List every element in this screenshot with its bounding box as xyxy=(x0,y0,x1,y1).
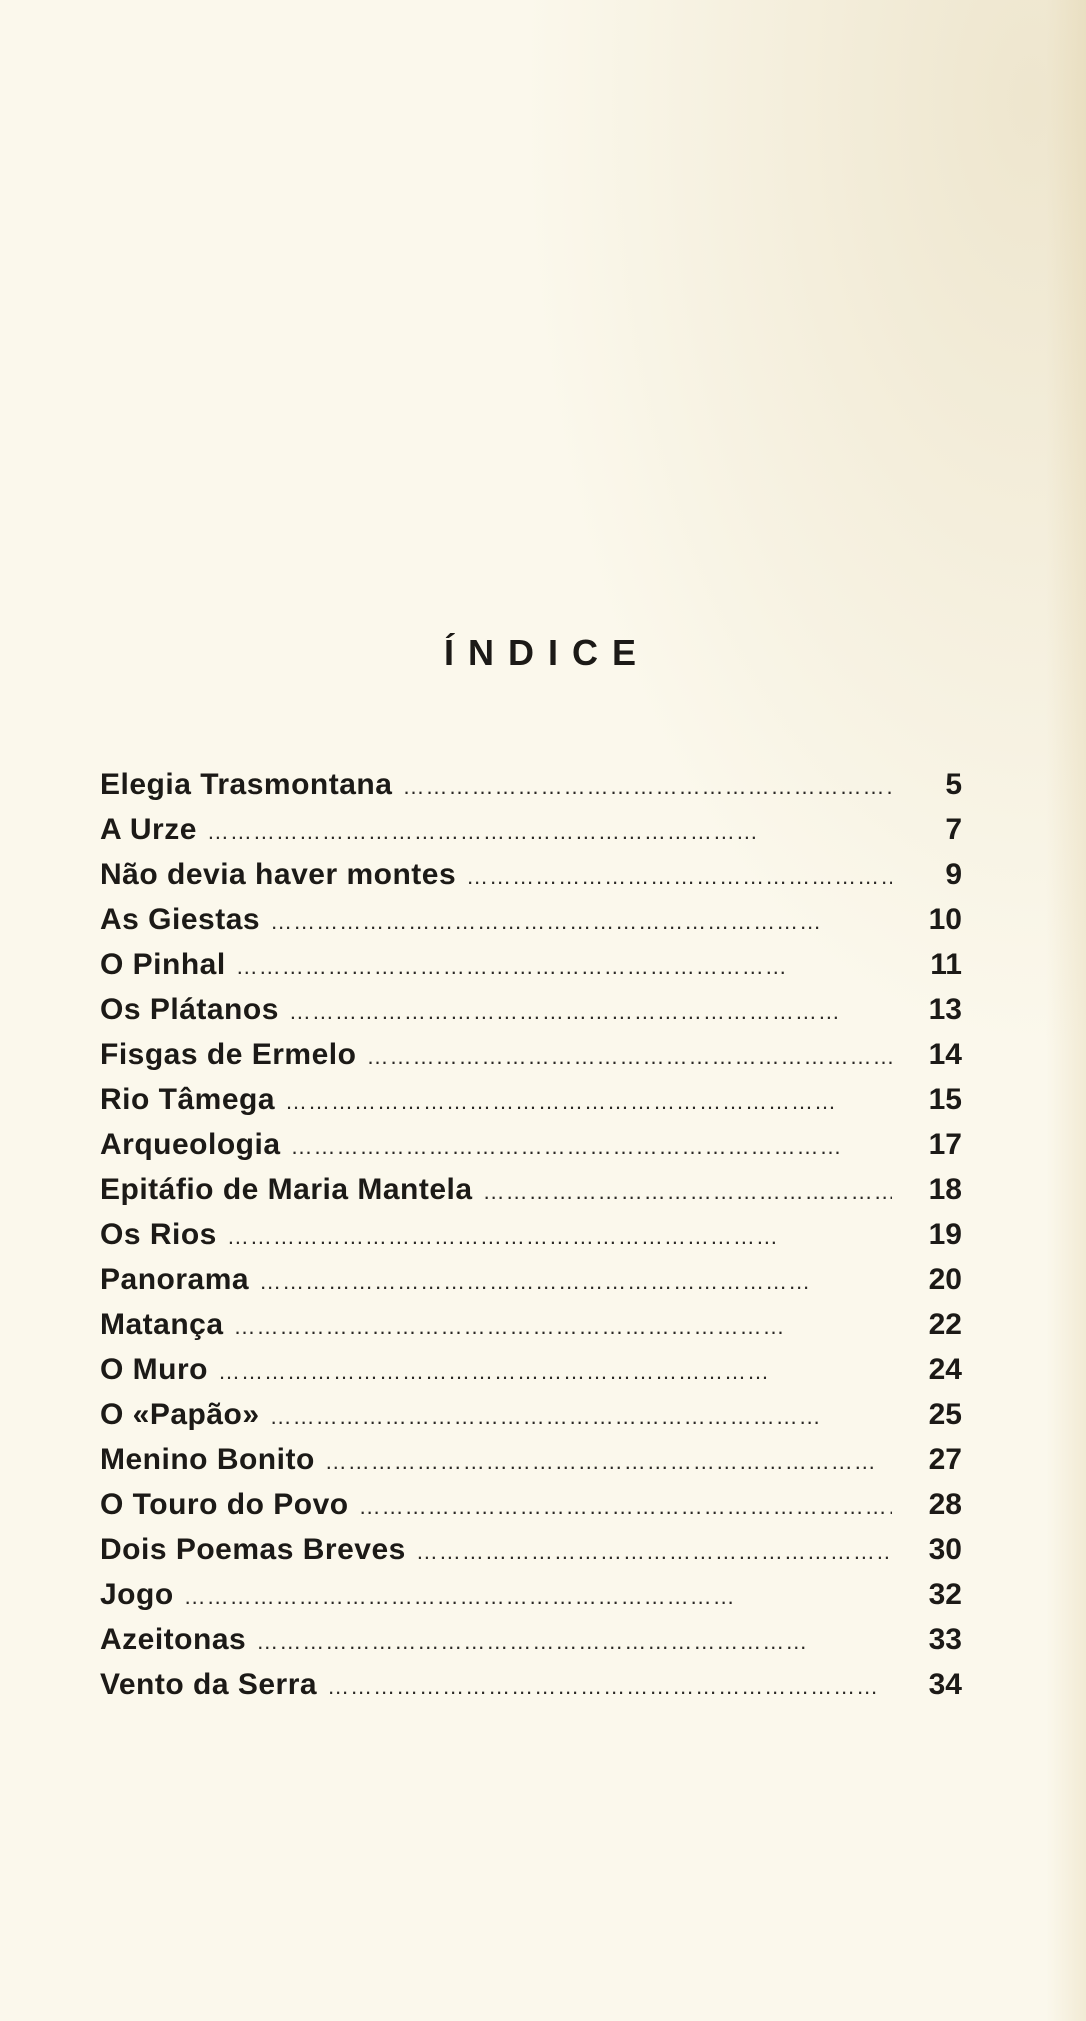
entry-title: O Pinhal xyxy=(100,948,226,981)
entry-title: Elegia Trasmontana xyxy=(100,768,393,801)
entry-page-number: 5 xyxy=(945,768,962,801)
dot-leader xyxy=(325,1439,892,1484)
toc-entry xyxy=(100,1437,962,1482)
toc-entry xyxy=(100,1032,962,1077)
toc-entry xyxy=(100,1077,962,1122)
entry-page-number: 24 xyxy=(928,1353,962,1386)
toc-entry xyxy=(100,897,962,942)
entry-title: Dois Poemas Breves xyxy=(100,1533,406,1566)
entry-page-number: 30 xyxy=(928,1533,962,1566)
entry-title: O Muro xyxy=(100,1353,208,1386)
dot-leader xyxy=(207,809,892,854)
entry-title: Panorama xyxy=(100,1263,250,1296)
entry-page-number: 33 xyxy=(928,1623,962,1656)
toc-entry xyxy=(100,1212,962,1257)
entry-title: Matança xyxy=(100,1308,224,1341)
dot-leader xyxy=(184,1574,892,1619)
entry-page-number: 28 xyxy=(928,1488,962,1521)
entry-page-number: 25 xyxy=(928,1398,962,1431)
entry-page-number: 13 xyxy=(928,993,962,1026)
dot-leader xyxy=(256,1619,892,1664)
toc-entry xyxy=(100,1302,962,1347)
entry-title: Azeitonas xyxy=(100,1623,247,1656)
entry-title: Arqueologia xyxy=(100,1128,281,1161)
dot-leader xyxy=(327,1664,892,1709)
entry-title: O «Papão» xyxy=(100,1398,260,1431)
entry-title: O Touro do Povo xyxy=(100,1488,349,1521)
entry-title: As Giestas xyxy=(100,903,261,936)
dot-leader xyxy=(259,1259,892,1304)
entry-title: Epitáfio de Maria Mantela xyxy=(100,1173,473,1206)
dot-leader xyxy=(402,764,892,809)
dot-leader xyxy=(227,1214,892,1259)
dot-leader xyxy=(466,854,892,899)
dot-leader xyxy=(236,944,892,989)
entry-title: A Urze xyxy=(100,813,197,846)
entry-title: Rio Tâmega xyxy=(100,1083,276,1116)
entry-title: Não devia haver montes xyxy=(100,858,457,891)
entry-page-number: 15 xyxy=(928,1083,962,1116)
entry-title: Jogo xyxy=(100,1578,174,1611)
dot-leader xyxy=(366,1034,892,1079)
toc-entry xyxy=(100,1347,962,1392)
toc-entry xyxy=(100,1662,962,1707)
entry-page-number: 32 xyxy=(928,1578,962,1611)
toc-entry xyxy=(100,942,962,987)
entry-page-number: 18 xyxy=(928,1173,962,1206)
entry-title: Vento da Serra xyxy=(100,1668,318,1701)
entry-page-number: 22 xyxy=(928,1308,962,1341)
entry-page-number: 19 xyxy=(928,1218,962,1251)
entry-title: Fisgas de Ermelo xyxy=(100,1038,357,1071)
entry-page-number: 27 xyxy=(928,1443,962,1476)
dot-leader xyxy=(416,1529,892,1574)
toc-entry xyxy=(100,762,962,807)
entry-title: Menino Bonito xyxy=(100,1443,315,1476)
index-heading: ÍNDICE xyxy=(443,632,650,673)
entry-page-number: 7 xyxy=(945,813,962,846)
dot-leader xyxy=(291,1124,892,1169)
dot-leader xyxy=(218,1349,892,1394)
toc-entry xyxy=(100,1392,962,1437)
dot-leader xyxy=(285,1079,892,1124)
toc-entry xyxy=(100,807,962,852)
entry-page-number: 9 xyxy=(945,858,962,891)
toc-entry xyxy=(100,1122,962,1167)
entry-page-number: 17 xyxy=(928,1128,962,1161)
entry-page-number: 34 xyxy=(928,1668,962,1701)
toc-entry xyxy=(100,852,962,897)
dot-leader xyxy=(234,1304,892,1349)
toc-entry xyxy=(100,987,962,1032)
dot-leader xyxy=(270,899,892,944)
entry-page-number: 11 xyxy=(930,948,962,981)
toc-entry xyxy=(100,1482,962,1527)
entry-page-number: 10 xyxy=(928,903,962,936)
entry-page-number: 14 xyxy=(928,1038,962,1071)
toc-entry xyxy=(100,1572,962,1617)
entry-title: Os Rios xyxy=(100,1218,217,1251)
dot-leader xyxy=(359,1484,892,1529)
toc-entry xyxy=(100,1257,962,1302)
dot-leader xyxy=(483,1169,892,1214)
dot-leader xyxy=(289,989,892,1034)
toc-entry xyxy=(100,1527,962,1572)
dot-leader xyxy=(270,1394,892,1439)
toc-entry xyxy=(100,1167,962,1212)
table-of-contents xyxy=(100,762,962,1707)
entry-title: Os Plátanos xyxy=(100,993,279,1026)
toc-entry xyxy=(100,1617,962,1662)
entry-page-number: 20 xyxy=(928,1263,962,1296)
